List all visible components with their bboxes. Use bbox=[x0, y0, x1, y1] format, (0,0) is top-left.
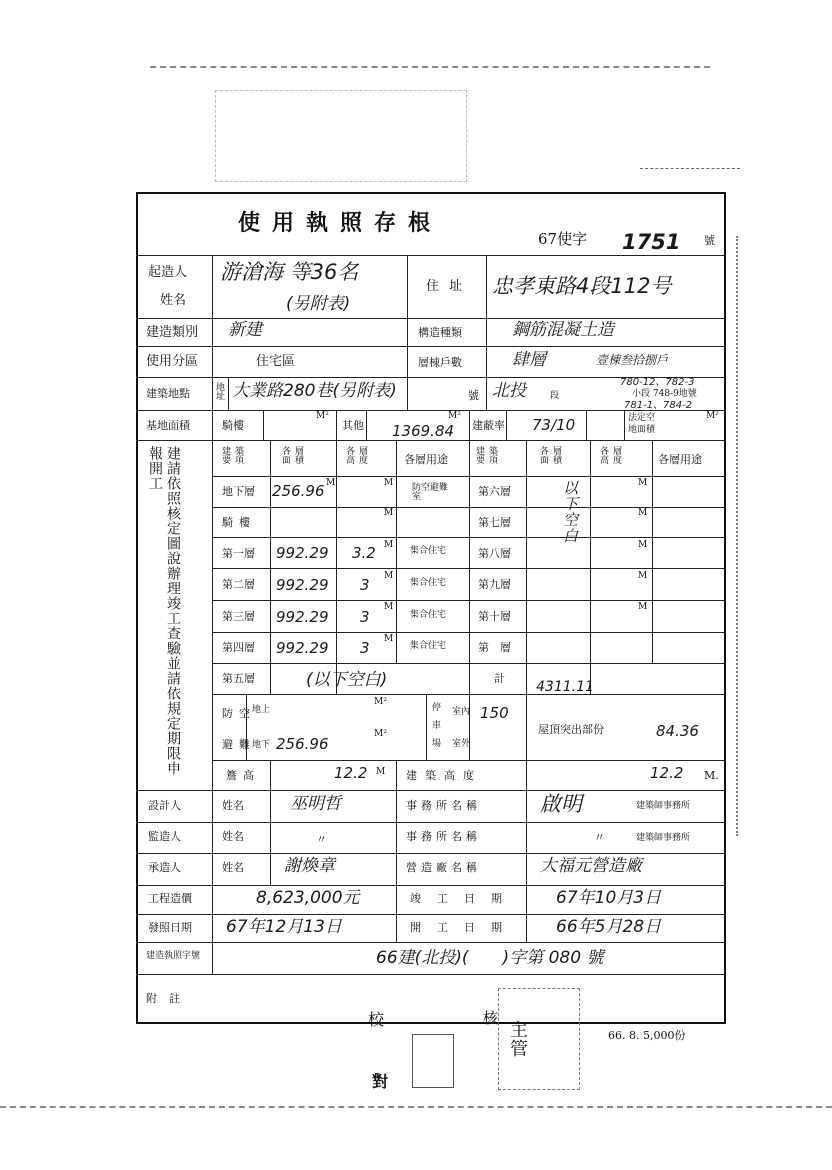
floor-name: 地下層 bbox=[222, 485, 255, 498]
start-date: 66年5月28日 bbox=[556, 917, 662, 937]
unit-m: M bbox=[384, 571, 394, 581]
floor-use: 集合住宅 bbox=[410, 578, 447, 588]
floor-height: 3 bbox=[360, 608, 370, 626]
unit-m: M bbox=[638, 478, 648, 488]
rule bbox=[366, 410, 367, 440]
total-area: 4311.11 bbox=[536, 679, 594, 695]
grid-head-height-r: 各層高度 bbox=[600, 447, 627, 466]
print-note: 66. 8. 5,000份 bbox=[608, 1029, 686, 1042]
contractor-name: 謝煥章 bbox=[284, 856, 335, 876]
seal-box bbox=[412, 1034, 454, 1088]
designer-name-label: 姓名 bbox=[222, 799, 244, 812]
parking-label-3: 場 bbox=[432, 739, 442, 749]
rule bbox=[506, 410, 507, 440]
rule bbox=[270, 790, 271, 885]
permit-ref-label: 建造執照字號 bbox=[146, 951, 201, 961]
arcade-label: 騎樓 bbox=[222, 419, 244, 432]
form-title: 使用執照存根 bbox=[238, 210, 443, 236]
zoning-label: 使用分區 bbox=[146, 354, 199, 369]
issue-label: 發照日期 bbox=[148, 921, 192, 934]
floor-area: 992.29 bbox=[276, 544, 329, 562]
side-note: 建請依照核定圖說辦理竣工查驗並請依規定期限申報開工 bbox=[147, 446, 181, 776]
unit-m2: M² bbox=[316, 411, 329, 421]
permit-number: 1751 bbox=[622, 230, 681, 254]
grid-head-item: 建築要項 bbox=[222, 447, 249, 466]
roof-projection-label: 屋頂突出部份 bbox=[538, 723, 604, 736]
unit-m: M bbox=[638, 571, 648, 581]
address-value: 忠孝東路4段112号 bbox=[492, 274, 672, 298]
floor-name: 第二層 bbox=[222, 578, 255, 591]
builder-label: 起造人 bbox=[148, 265, 188, 280]
eave-value: 12.2 bbox=[334, 764, 368, 782]
permit-ref: 66建(北投)( )字第 080 號 bbox=[376, 948, 604, 968]
unit-m2: M² bbox=[374, 729, 387, 739]
floor-name: 第三層 bbox=[222, 610, 255, 623]
unit-m2: M² bbox=[448, 411, 461, 421]
floor-height: 3 bbox=[360, 576, 370, 594]
rule bbox=[526, 440, 527, 694]
site-value: 大業路280巷(另附表) bbox=[232, 381, 397, 401]
remarks-label: 附註 bbox=[146, 992, 192, 1005]
build-type-value: 新建 bbox=[228, 320, 262, 340]
grid-head-use: 各層用途 bbox=[404, 453, 448, 466]
floor-name-r: 第七層 bbox=[478, 516, 511, 529]
rule bbox=[270, 760, 271, 790]
rule bbox=[270, 440, 271, 694]
site-duan: 段 bbox=[550, 391, 560, 401]
scan-noise-box bbox=[215, 90, 467, 182]
permit-number-suffix: 號 bbox=[704, 234, 715, 247]
total-label: 計 bbox=[494, 672, 505, 685]
floor-name: 騎樓 bbox=[222, 516, 256, 529]
rule bbox=[263, 410, 264, 440]
contractor-label: 承造人 bbox=[148, 861, 181, 874]
site-parcel-2: 小段 748-9地號 bbox=[632, 389, 697, 399]
outdoor-label: 室外 bbox=[452, 739, 471, 749]
rule bbox=[212, 760, 726, 761]
parking-label-1: 停 bbox=[432, 703, 442, 713]
unit-m2: M² bbox=[374, 697, 387, 707]
supervisor-label: 監造人 bbox=[148, 830, 181, 843]
rule bbox=[396, 790, 397, 885]
floor-height: 3.2 bbox=[352, 544, 376, 562]
grid-head-item-r: 建築要項 bbox=[476, 447, 503, 466]
complete-date: 67年10月3日 bbox=[556, 888, 662, 908]
rule bbox=[136, 255, 726, 256]
floor-height: 3 bbox=[360, 639, 370, 657]
structure-value: 鋼筋混凝土造 bbox=[512, 320, 614, 340]
units-value: 壹棟叁拾捌戶 bbox=[596, 353, 669, 367]
site-hao: 號 bbox=[468, 389, 479, 402]
supervisor-name-label: 姓名 bbox=[222, 830, 244, 843]
other-area-value: 1369.84 bbox=[392, 422, 455, 440]
indoor-value: 150 bbox=[480, 704, 509, 722]
grid-head-area: 各層面積 bbox=[282, 447, 309, 466]
contractor-name-label: 姓名 bbox=[222, 861, 244, 874]
floor-name-r: 第六層 bbox=[478, 485, 511, 498]
issue-date: 67年12月13日 bbox=[226, 917, 342, 937]
roof-projection-value: 84.36 bbox=[656, 722, 699, 740]
indoor-label: 室內 bbox=[452, 707, 471, 717]
building-height-value: 12.2 bbox=[650, 764, 684, 782]
cost-label: 工程造價 bbox=[148, 892, 192, 905]
rule bbox=[336, 410, 337, 440]
floor-use: 防空避難室 bbox=[412, 483, 449, 502]
rule bbox=[136, 974, 726, 975]
floor-name-r: 第九層 bbox=[478, 578, 511, 591]
rule bbox=[526, 694, 527, 760]
ground-down-label: 地下 bbox=[252, 740, 271, 750]
coverage-label: 建蔽率 bbox=[472, 419, 505, 432]
blank-below-vertical: 以下空白 bbox=[561, 480, 579, 544]
unit-m: M bbox=[638, 602, 648, 612]
rule bbox=[336, 440, 337, 694]
approval-stamp: 核 bbox=[481, 1010, 499, 1026]
unit-m: M bbox=[384, 634, 394, 644]
scan-noise-top bbox=[150, 66, 710, 70]
rule bbox=[396, 885, 397, 942]
unit-m: M bbox=[638, 508, 648, 518]
floor-use: 集合住宅 bbox=[410, 546, 447, 556]
site-label: 建築地點 bbox=[146, 387, 190, 400]
floor-area: 992.29 bbox=[276, 608, 329, 626]
rule bbox=[136, 853, 726, 854]
building-height-label: 建築高度 bbox=[406, 769, 482, 782]
unit-m: M bbox=[638, 540, 648, 550]
rule bbox=[407, 255, 408, 410]
blank-below-note: (以下空白) bbox=[306, 670, 388, 690]
evac-label: 避難 bbox=[222, 738, 256, 751]
address-label: 住址 bbox=[426, 279, 473, 294]
unit-m: M bbox=[384, 602, 394, 612]
unit-m2: M² bbox=[706, 411, 719, 421]
rule bbox=[136, 318, 726, 319]
unit-m: M bbox=[384, 508, 394, 518]
floor-area: 992.29 bbox=[276, 639, 329, 657]
structure-label: 構造種類 bbox=[418, 326, 462, 339]
rule bbox=[228, 377, 229, 410]
rule bbox=[486, 255, 487, 410]
zoning-value: 住宅區 bbox=[256, 354, 296, 369]
site-side-label: 地址 bbox=[214, 382, 224, 400]
grid-head-use-r: 各層用途 bbox=[658, 453, 702, 466]
build-type-label: 建造類別 bbox=[146, 325, 199, 340]
floor-name: 第四層 bbox=[222, 641, 255, 654]
defense-label: 防空 bbox=[222, 707, 256, 720]
rule bbox=[426, 694, 427, 760]
legal-open-label-2: 地面積 bbox=[628, 425, 656, 435]
site-parcel-1: 780-12、782-3 bbox=[620, 377, 695, 388]
supervisor-name: 〃 bbox=[316, 833, 327, 846]
floor-area: 992.29 bbox=[276, 576, 329, 594]
scan-noise-edge bbox=[736, 236, 798, 836]
name-label: 姓名 bbox=[160, 293, 187, 308]
building-height-unit: M. bbox=[704, 769, 719, 782]
other-label: 其他 bbox=[342, 419, 364, 432]
scan-noise-right bbox=[640, 168, 740, 181]
start-label: 開工日期 bbox=[410, 921, 518, 934]
complete-label: 竣工日期 bbox=[410, 892, 518, 905]
site-section: 北投 bbox=[492, 381, 526, 401]
coverage-value: 73/10 bbox=[532, 416, 576, 434]
eave-label: 簷高 bbox=[226, 769, 260, 782]
rule bbox=[526, 885, 527, 942]
floor-name-r: 第十層 bbox=[478, 610, 511, 623]
rule bbox=[624, 410, 625, 440]
rule bbox=[396, 760, 397, 790]
rule bbox=[136, 440, 726, 441]
rule bbox=[136, 822, 726, 823]
designer-name: 巫明哲 bbox=[290, 794, 341, 814]
office-label: 事務所名稱 bbox=[406, 799, 481, 812]
site-area-label: 基地面積 bbox=[146, 419, 190, 432]
contractor-company: 大福元營造廠 bbox=[540, 856, 642, 876]
unit-m: M bbox=[326, 478, 336, 488]
permit-number-prefix: 67使字 bbox=[538, 230, 588, 248]
rule bbox=[590, 440, 591, 694]
rule bbox=[586, 410, 587, 440]
rule bbox=[136, 790, 726, 791]
check-mark: 校 bbox=[368, 1010, 385, 1029]
supervisor-office-suffix: 建築師事務所 bbox=[636, 833, 691, 843]
legal-open-label: 法定空 bbox=[628, 413, 656, 423]
eave-unit: M bbox=[376, 767, 386, 777]
rule bbox=[136, 942, 726, 943]
floors-label: 層棟戶數 bbox=[418, 356, 462, 369]
grid-head-height: 各層高度 bbox=[346, 447, 373, 466]
rule bbox=[526, 760, 527, 790]
floor-use: 集合住宅 bbox=[410, 641, 447, 651]
rule bbox=[469, 410, 470, 440]
rule bbox=[396, 440, 397, 663]
floor-use: 集合住宅 bbox=[410, 610, 447, 620]
rule bbox=[136, 885, 726, 886]
designer-label: 設計人 bbox=[148, 799, 181, 812]
rule bbox=[652, 440, 653, 663]
office-suffix: 建築師事務所 bbox=[636, 801, 691, 811]
grid-head-area-r: 各層面積 bbox=[540, 447, 567, 466]
builder-note: (另附表) bbox=[286, 294, 351, 314]
rule bbox=[526, 790, 527, 885]
floor-area: 256.96 bbox=[272, 482, 325, 500]
office-name: 啟明 bbox=[540, 792, 582, 816]
pair-mark: 對 bbox=[372, 1072, 389, 1091]
floor-name-r: 第 層 bbox=[478, 641, 511, 654]
floor-name: 第五層 bbox=[222, 672, 255, 685]
floor-name-r: 第八層 bbox=[478, 547, 511, 560]
site-parcel-3: 781-1、784-2 bbox=[624, 400, 693, 411]
scan-noise-bottom bbox=[0, 1106, 832, 1110]
supervisor-office: 〃 bbox=[594, 831, 605, 844]
rule bbox=[212, 255, 213, 974]
parking-label-2: 車 bbox=[432, 721, 442, 731]
supervisor-office-label: 事務所名稱 bbox=[406, 830, 481, 843]
rule bbox=[136, 914, 726, 915]
ground-down-value: 256.96 bbox=[276, 735, 329, 753]
floors-value: 肆層 bbox=[512, 350, 546, 370]
unit-m: M bbox=[384, 478, 394, 488]
rule bbox=[136, 346, 726, 347]
builder-name: 游滄海 等36名 bbox=[220, 260, 359, 284]
approval-stamp-2: 主管 bbox=[507, 1020, 528, 1058]
unit-m: M bbox=[384, 540, 394, 550]
ground-up-label: 地上 bbox=[252, 705, 271, 715]
cost-value: 8,623,000元 bbox=[256, 888, 360, 908]
contractor-company-label: 營造廠名稱 bbox=[406, 861, 481, 874]
floor-name: 第一層 bbox=[222, 547, 255, 560]
